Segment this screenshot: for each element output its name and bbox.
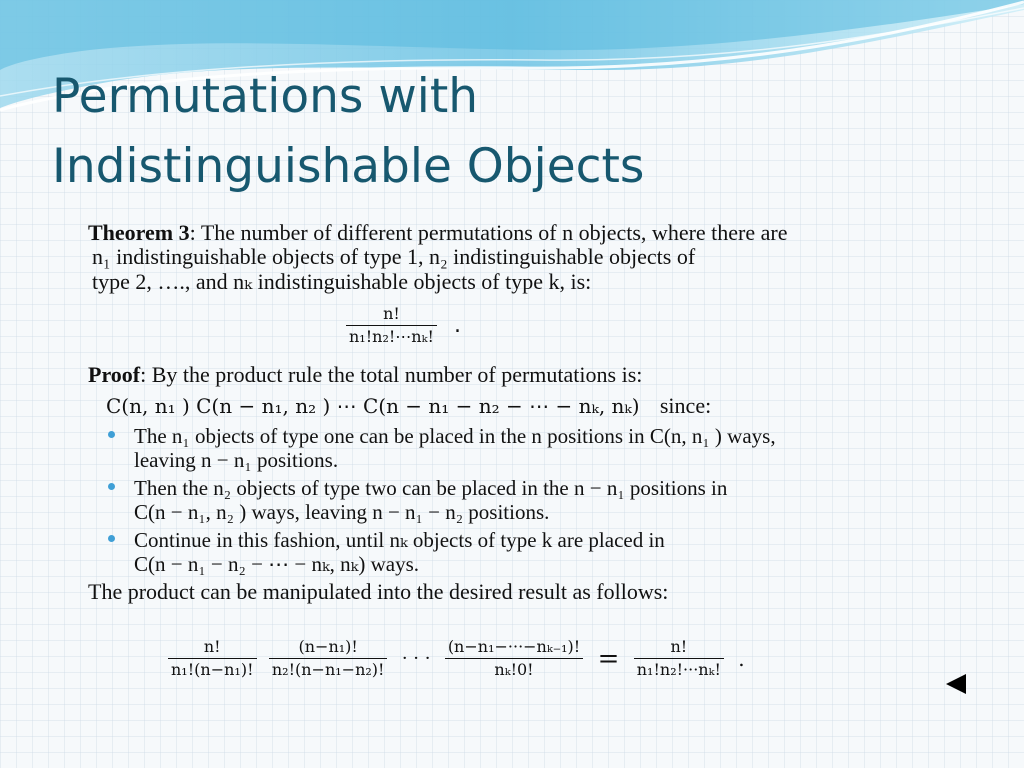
theorem-fraction-numerator: n!	[346, 305, 437, 326]
proof-product	[106, 394, 711, 418]
equation-period: .	[738, 646, 745, 671]
theorem-text-1: : The number of different permutations of n objects, where there are	[189, 220, 788, 245]
theorem-fraction	[346, 305, 437, 346]
theorem-line-2: n₁ indistinguishable objects of type 1, n₂ indistinguishable objects of	[92, 244, 696, 269]
proof-product-expression: C(n, n₁ ) C(n − n₁, n₂ ) ⋯ C(n − n₁ − n₂ − ⋯ − nₖ, nₖ)	[106, 394, 640, 418]
fraction-4	[634, 638, 724, 679]
theorem-fraction-denominator: n₁!n₂!⋯nₖ!	[349, 327, 434, 346]
fraction-2-numerator: (n−n₁)!	[269, 638, 388, 659]
theorem-label: Theorem 3	[88, 220, 190, 245]
title-line-1: Permutations with	[52, 69, 479, 124]
fraction-4-numerator: n!	[634, 638, 724, 659]
proof-closing: The product can be manipulated into the desired result as follows:	[88, 579, 669, 604]
title-line-2: Indistinguishable Objects	[52, 139, 645, 194]
proof-since: since:	[659, 393, 712, 418]
theorem-line-1	[88, 221, 788, 245]
bullet-icon	[108, 483, 115, 490]
fraction-1	[168, 638, 257, 679]
theorem-formula-period: .	[453, 313, 461, 338]
fraction-2-denominator: n₂!(n−n₁−n₂)!	[271, 660, 385, 679]
bullet-icon	[108, 431, 115, 438]
proof-label: Proof	[88, 362, 141, 387]
theorem-line-3: type 2, …., and nₖ indistinguishable objects of type k, is:	[92, 269, 592, 294]
fraction-1-numerator: n!	[168, 638, 257, 659]
dots: · · ·	[401, 648, 431, 669]
equals-sign: =	[597, 643, 620, 674]
bullet-icon	[108, 535, 115, 542]
fraction-3-denominator: nₖ!0!	[494, 660, 534, 679]
proof-intro: : By the product rule the total number of permutations is:	[140, 362, 643, 387]
theorem-formula	[346, 305, 461, 346]
final-equation	[168, 638, 753, 679]
proof-line	[88, 363, 642, 387]
bullet-2-line-2: C(n − n₁, n₂ ) ways, leaving n − n₁ − n₂ positions.	[134, 500, 550, 524]
fraction-2	[269, 638, 388, 679]
bullet-3-line-2: C(n − n₁ − n₂ − ⋯ − nₖ, nₖ) ways.	[134, 552, 419, 576]
bullet-1-line-1: The n₁ objects of type one can be placed in the n positions in C(n, n₁ ) ways,	[134, 424, 776, 448]
fraction-4-denominator: n₁!n₂!···nₖ!	[636, 660, 721, 679]
bullet-1-line-2: leaving n − n₁ positions.	[134, 448, 339, 472]
bullet-3-line-1: Continue in this fashion, until nₖ objects of type k are placed in	[134, 528, 665, 552]
bullet-2-line-1: Then the n₂ objects of type two can be placed in the n − n₁ positions in	[134, 476, 728, 500]
fraction-3	[445, 638, 583, 679]
slide-title	[52, 62, 644, 202]
triangle-left-icon	[946, 674, 968, 694]
fraction-1-denominator: n₁!(n−n₁)!	[171, 660, 254, 679]
fraction-3-numerator: (n−n₁−···−nₖ₋₁)!	[445, 638, 583, 659]
